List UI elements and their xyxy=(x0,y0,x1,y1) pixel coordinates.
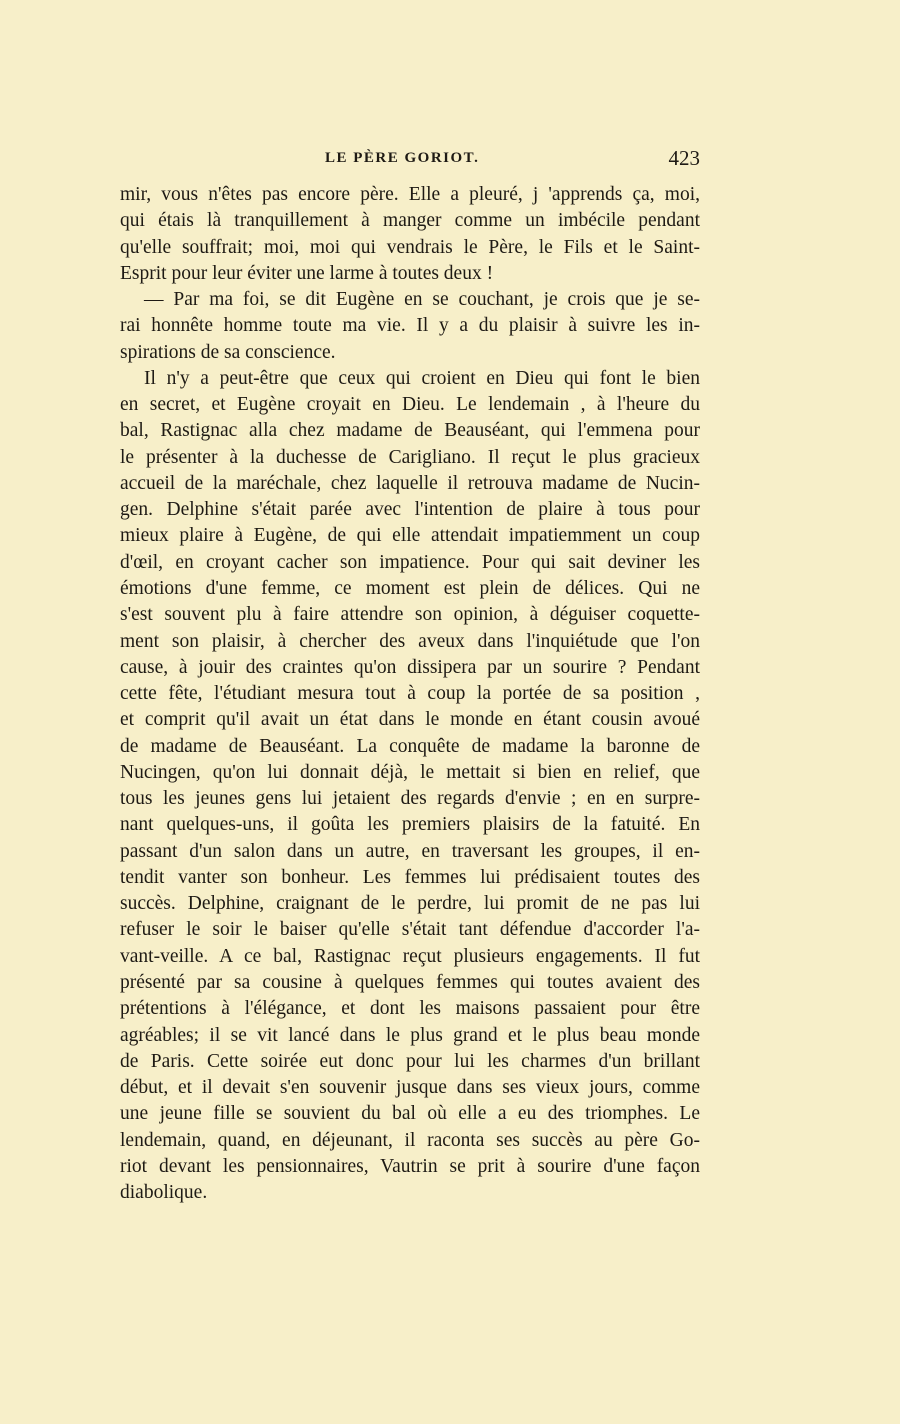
text-line: — Par ma foi, se dit Eugène en se couchant, je crois que je se- xyxy=(144,289,700,311)
text-line: tendit vanter son bonheur. Les femmes lui prédisaient toutes des xyxy=(120,866,700,888)
body-text xyxy=(120,182,700,1206)
text-line: présenté par sa cousine à quelques femmes qui toutes avaient des xyxy=(120,971,700,993)
text-line: passant d'un salon dans un autre, en traversant les groupes, il en- xyxy=(120,840,700,862)
text-line: nant quelques-uns, il goûta les premiers plaisirs de la fatuité. En xyxy=(120,814,700,836)
text-line: en secret, et Eugène croyait en Dieu. Le lendemain , à l'heure du xyxy=(120,394,700,416)
text-line: vant-veille. A ce bal, Rastignac reçut plusieurs engagements. Il fut xyxy=(120,945,700,967)
text-line: lendemain, quand, en déjeunant, il raconta ses succès au père Go- xyxy=(120,1129,700,1151)
text-line: début, et il devait s'en souvenir jusque dans ses vieux jours, comme xyxy=(120,1077,700,1099)
text-line: spirations de sa conscience. xyxy=(120,341,336,363)
text-line: Nucingen, qu'on lui donnait déjà, le mettait si bien en relief, que xyxy=(120,761,700,783)
running-title: LE PÈRE GORIOT. xyxy=(325,150,480,166)
text-line: de Paris. Cette soirée eut donc pour lui les charmes d'un brillant xyxy=(120,1050,700,1072)
text-line: diabolique. xyxy=(120,1182,208,1204)
text-line: gen. Delphine s'était parée avec l'intention de plaire à tous pour xyxy=(120,499,700,521)
text-line: mieux plaire à Eugène, de qui elle attendait impatiemment un coup xyxy=(120,525,700,547)
text-line: cause, à jouir des craintes qu'on dissipera par un sourire ? Pendant xyxy=(120,656,700,678)
text-line: qu'elle souffrait; moi, moi qui vendrais le Père, le Fils et le Saint- xyxy=(120,236,700,258)
text-line: de madame de Beauséant. La conquête de madame la baronne de xyxy=(120,735,700,757)
text-line: et comprit qu'il avait un état dans le monde en étant cousin avoué xyxy=(120,709,700,731)
text-line: Esprit pour leur éviter une larme à toutes deux ! xyxy=(120,262,494,284)
text-line: ment son plaisir, à chercher des aveux dans l'inquiétude que l'on xyxy=(120,630,700,652)
text-line: d'œil, en croyant cacher son impatience. Pour qui sait deviner les xyxy=(120,551,700,573)
page-number: 423 xyxy=(668,146,700,170)
text-line: bal, Rastignac alla chez madame de Beauséant, qui l'emmena pour xyxy=(120,420,700,442)
text-line: rai honnête homme toute ma vie. Il y a du plaisir à suivre les in- xyxy=(120,315,700,337)
text-line: s'est souvent plu à faire attendre son opinion, à déguiser coquette- xyxy=(120,604,700,626)
text-line: qui étais là tranquillement à manger comme un imbécile pendant xyxy=(120,210,700,232)
text-line: mir, vous n'êtes pas encore père. Elle a pleuré, j 'apprends ça, moi, xyxy=(120,184,700,205)
text-line: riot devant les pensionnaires, Vautrin se prit à sourire d'une façon xyxy=(120,1155,700,1177)
text-line: refuser le soir le baiser qu'elle s'était tant défendue d'accorder l'a- xyxy=(120,919,700,941)
text-line: le présenter à la duchesse de Carigliano. Il reçut le plus gracieux xyxy=(120,446,700,468)
text-line: agréables; il se vit lancé dans le plus grand et le plus beau monde xyxy=(120,1024,700,1046)
text-line: prétentions à l'élégance, et dont les maisons passaient pour être xyxy=(120,998,700,1020)
text-line: cette fête, l'étudiant mesura tout à coup la portée de sa position , xyxy=(120,683,700,705)
text-line: émotions d'une femme, ce moment est plein de délices. Qui ne xyxy=(120,577,700,599)
text-line: tous les jeunes gens lui jetaient des regards d'envie ; en en surpre- xyxy=(120,788,700,810)
text-line: une jeune fille se souvient du bal où elle a eu des triomphes. Le xyxy=(120,1103,700,1125)
text-line: Il n'y a peut-être que ceux qui croient en Dieu qui font le bien xyxy=(144,367,700,389)
running-header xyxy=(120,146,700,174)
text-line: accueil de la maréchale, chez laquelle il retrouva madame de Nucin- xyxy=(120,472,700,494)
text-line: succès. Delphine, craignant de le perdre, lui promit de ne pas lui xyxy=(120,893,700,915)
